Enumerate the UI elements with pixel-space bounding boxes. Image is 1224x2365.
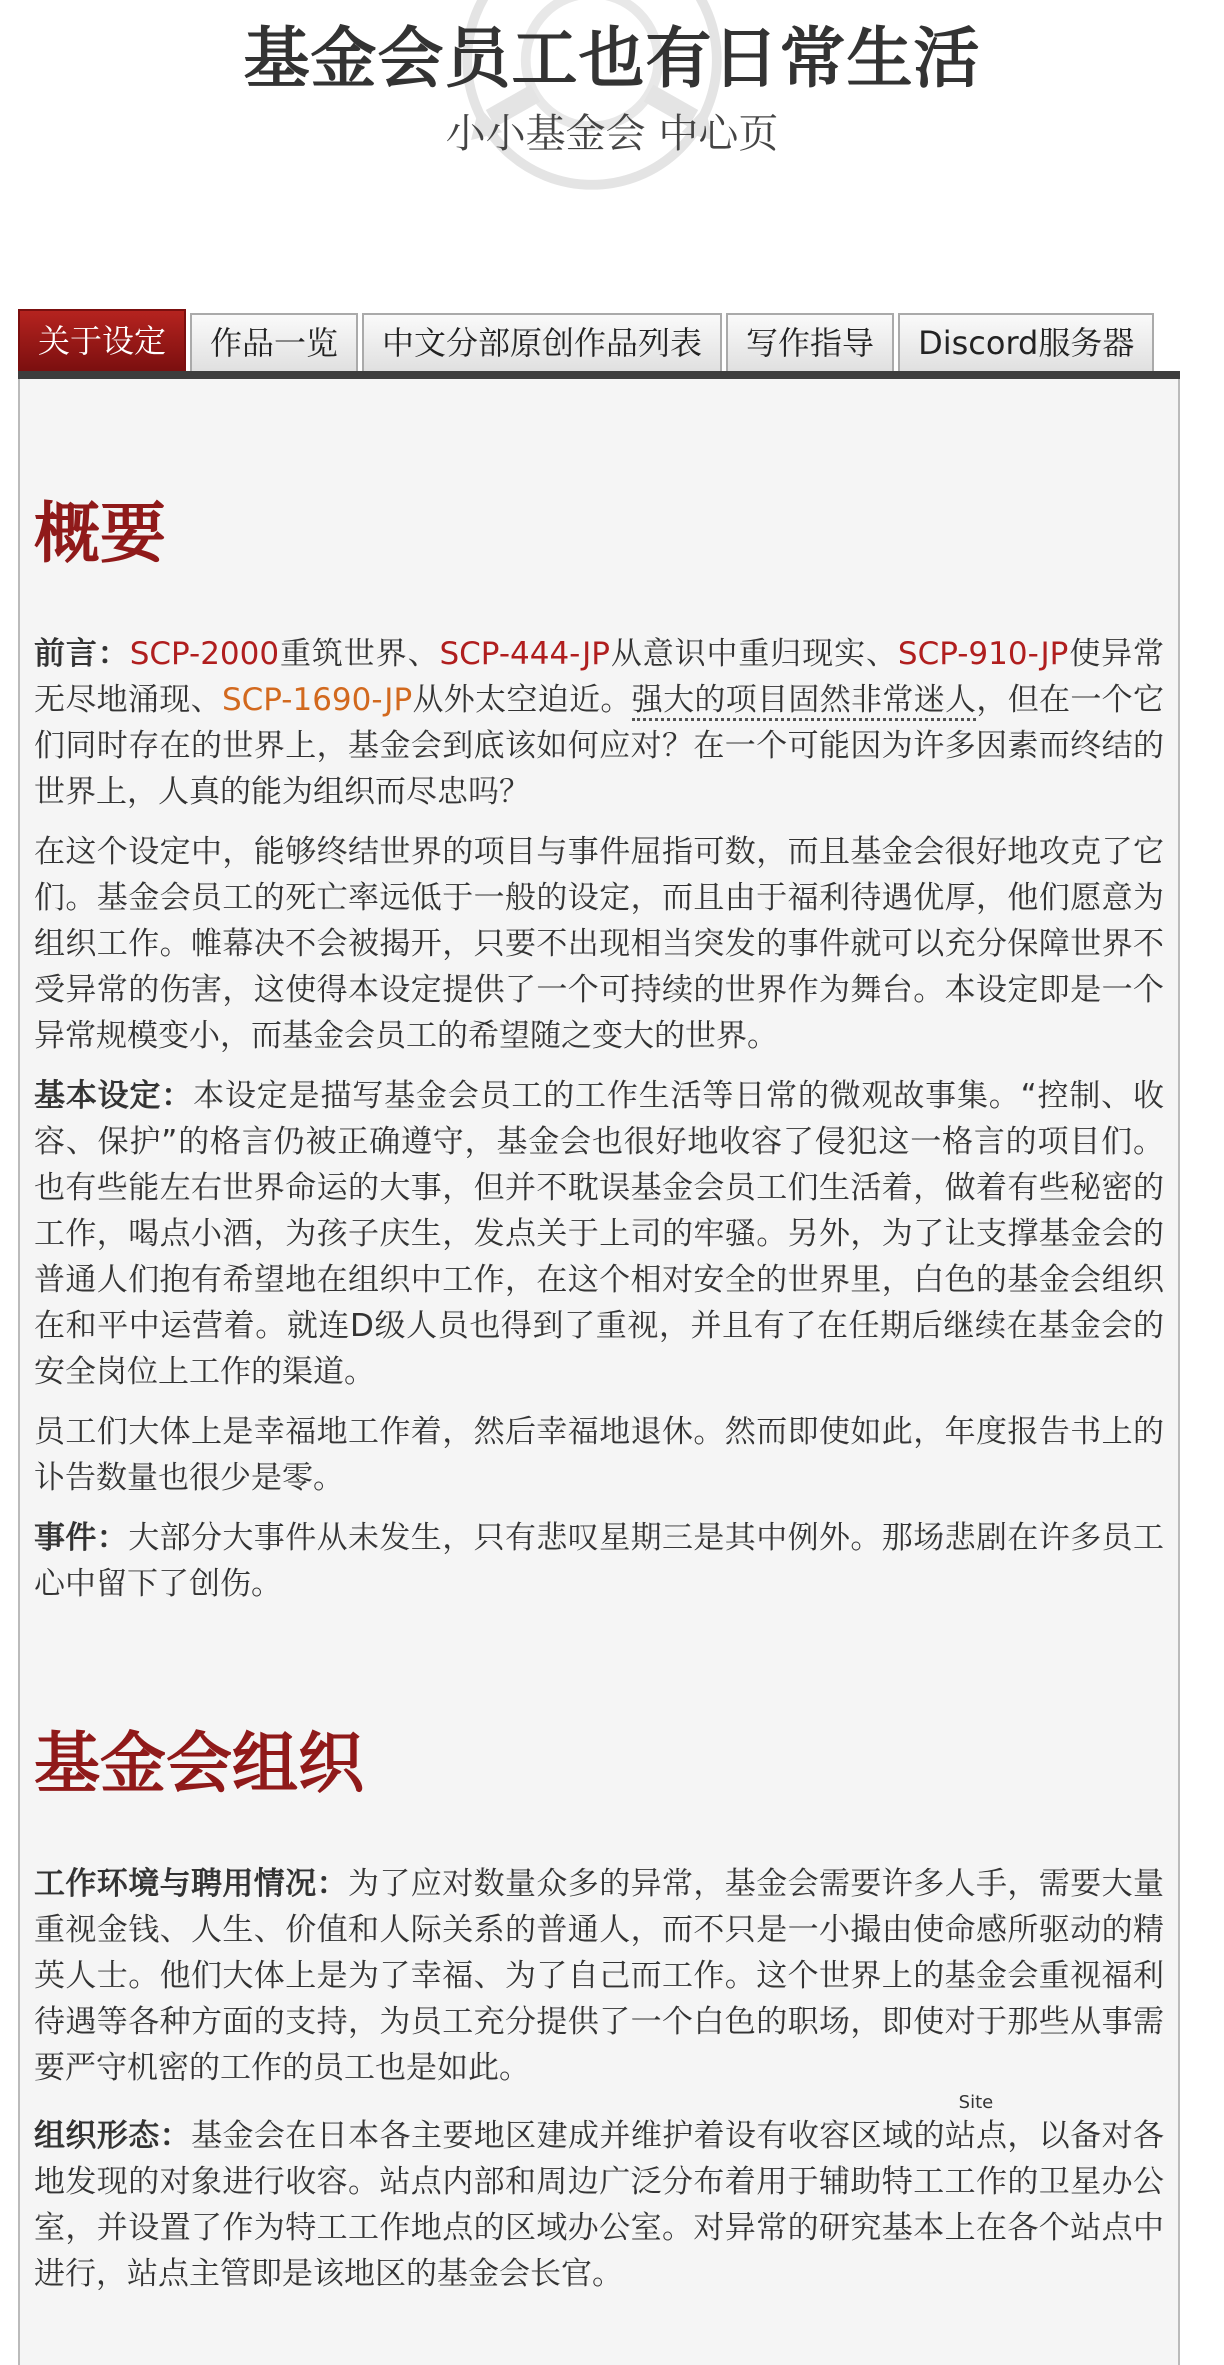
link-scp-1690-jp[interactable]: SCP-1690-JP [221,682,413,718]
organization-label: 组织形态： [34,2118,192,2154]
preface-text: 从外太空迫近。 [412,682,632,718]
tab-content-panel [18,379,1180,2365]
tab-cn-branch-works[interactable]: 中文分部原创作品列表 [362,313,722,371]
preface-text: 重筑世界、 [279,636,440,672]
tab-bar-divider [18,371,1180,379]
ruby-annotation [944,2092,1007,2159]
overview-paragraph: 在这个设定中，能够终结世界的项目与事件屈指可数，而且基金会很好地攻克了它们。基金会员工的死亡率远低于一般的设定，而且由于福利待遇优厚，他们愿意为组织工作。帷幕决不会被揭开，只要不出现相当突发的事件就可以充分保障世界不受异常的伤害，这使得本设定提供了一个可持续的世界作为舞台。本设定即是一个异常规模变小，而基金会员工的希望随之变大的世界。 [34,834,1164,1054]
preface-paragraph [34,631,1164,815]
emphasis-dotted-text: 强大的项目固然非常迷人 [632,682,977,721]
link-scp-2000[interactable]: SCP-2000 [129,636,280,672]
work-environment-text: 为了应对数量众多的异常，基金会需要许多人手，需要大量重视金钱、人生、价值和人际关系的普通人，而不只是一小撮由使命感所驱动的精英人士。他们大体上是为了幸福、为了自己而工作。这个世界上的基金会重视福利待遇等各种方面的支持，为员工充分提供了一个白色的职场，即使对于那些从事需要严守机密的工作的员工也是如此。 [34,1866,1164,2086]
events-text: 大部分大事件从未发生，只有悲叹星期三是其中例外。那场悲剧在许多员工心中留下了创伤。 [34,1520,1164,1602]
work-environment-paragraph [34,1861,1164,2091]
link-scp-910-jp[interactable]: SCP-910-JP [897,636,1069,672]
preface-text: 使异常无尽地涌现、 [34,636,1165,718]
preface-text: ，但在一个它们同时存在的世界上，基金会到底该如何应对？在一个可能因为许多因素而终结的世界上，人真的能为组织而尽忠吗？ [34,682,1165,810]
organization-text: 基金会在日本各主要地区建成并维护着设有收容区域的 [191,2118,945,2154]
section-heading-foundation: 基金会组织 [34,1725,364,1802]
basic-setting-label: 基本设定： [34,1078,194,1114]
overview-paragraph: 员工们大体上是幸福地工作着，然后幸福地退休。然而即使如此，年度报告书上的讣告数量也很少是零。 [34,1414,1164,1496]
tab-writing-guide[interactable]: 写作指导 [726,313,894,371]
organization-paragraph [34,2092,1165,2297]
events-label: 事件： [34,1520,129,1556]
basic-setting-paragraph [34,1073,1164,1395]
preface-label: 前言： [34,636,130,672]
ruby-text: Site [958,2092,994,2113]
site-header [0,0,1224,300]
tab-about-setting[interactable]: 关于设定 [18,309,186,371]
preface-text: 从意识中重归现实、 [609,636,898,672]
link-scp-444-jp[interactable]: SCP-444-JP [439,636,610,672]
events-paragraph [34,1515,1164,1607]
tab-works-list[interactable]: 作品一览 [190,313,358,371]
basic-setting-text: 本设定是描写基金会员工的工作生活等日常的微观故事集。“控制、收容、保护”的格言仍被正确遵守，基金会也很好地收容了侵犯这一格言的项目们。也有些能左右世界命运的大事，但并不耽误基金会员工们生活着，做着有些秘密的工作，喝点小酒，为孩子庆生，发点关于上司的牢骚。另外，为了让支撑基金会的普通人们抱有希望地在组织中工作，在这个相对安全的世界里，白色的基金会组织在和平中运营着。就连D级人员也得到了重视，并且有了在任期后继续在基金会的安全岗位上工作的渠道。 [34,1078,1165,1390]
work-environment-label: 工作环境与聘用情况： [34,1866,348,1902]
organization-text: ，以备对各地发现的对象进行收容。站点内部和周边广泛分布着用于辅助特工工作的卫星办公室，并设置了作为特工工作地点的区域办公室。对异常的研究基本上在各个站点中进行，站点主管即是该地区的基金会长官。 [34,2118,1165,2292]
tab-discord-server[interactable]: Discord服务器 [898,313,1154,371]
site-subtitle: 小小基金会 中心页 [445,111,779,157]
tab-bar [18,309,1180,371]
ruby-base: 站点 [944,2118,1007,2154]
site-title[interactable]: 基金会员工也有日常生活 [243,20,981,97]
section-heading-overview: 概要 [34,495,166,572]
